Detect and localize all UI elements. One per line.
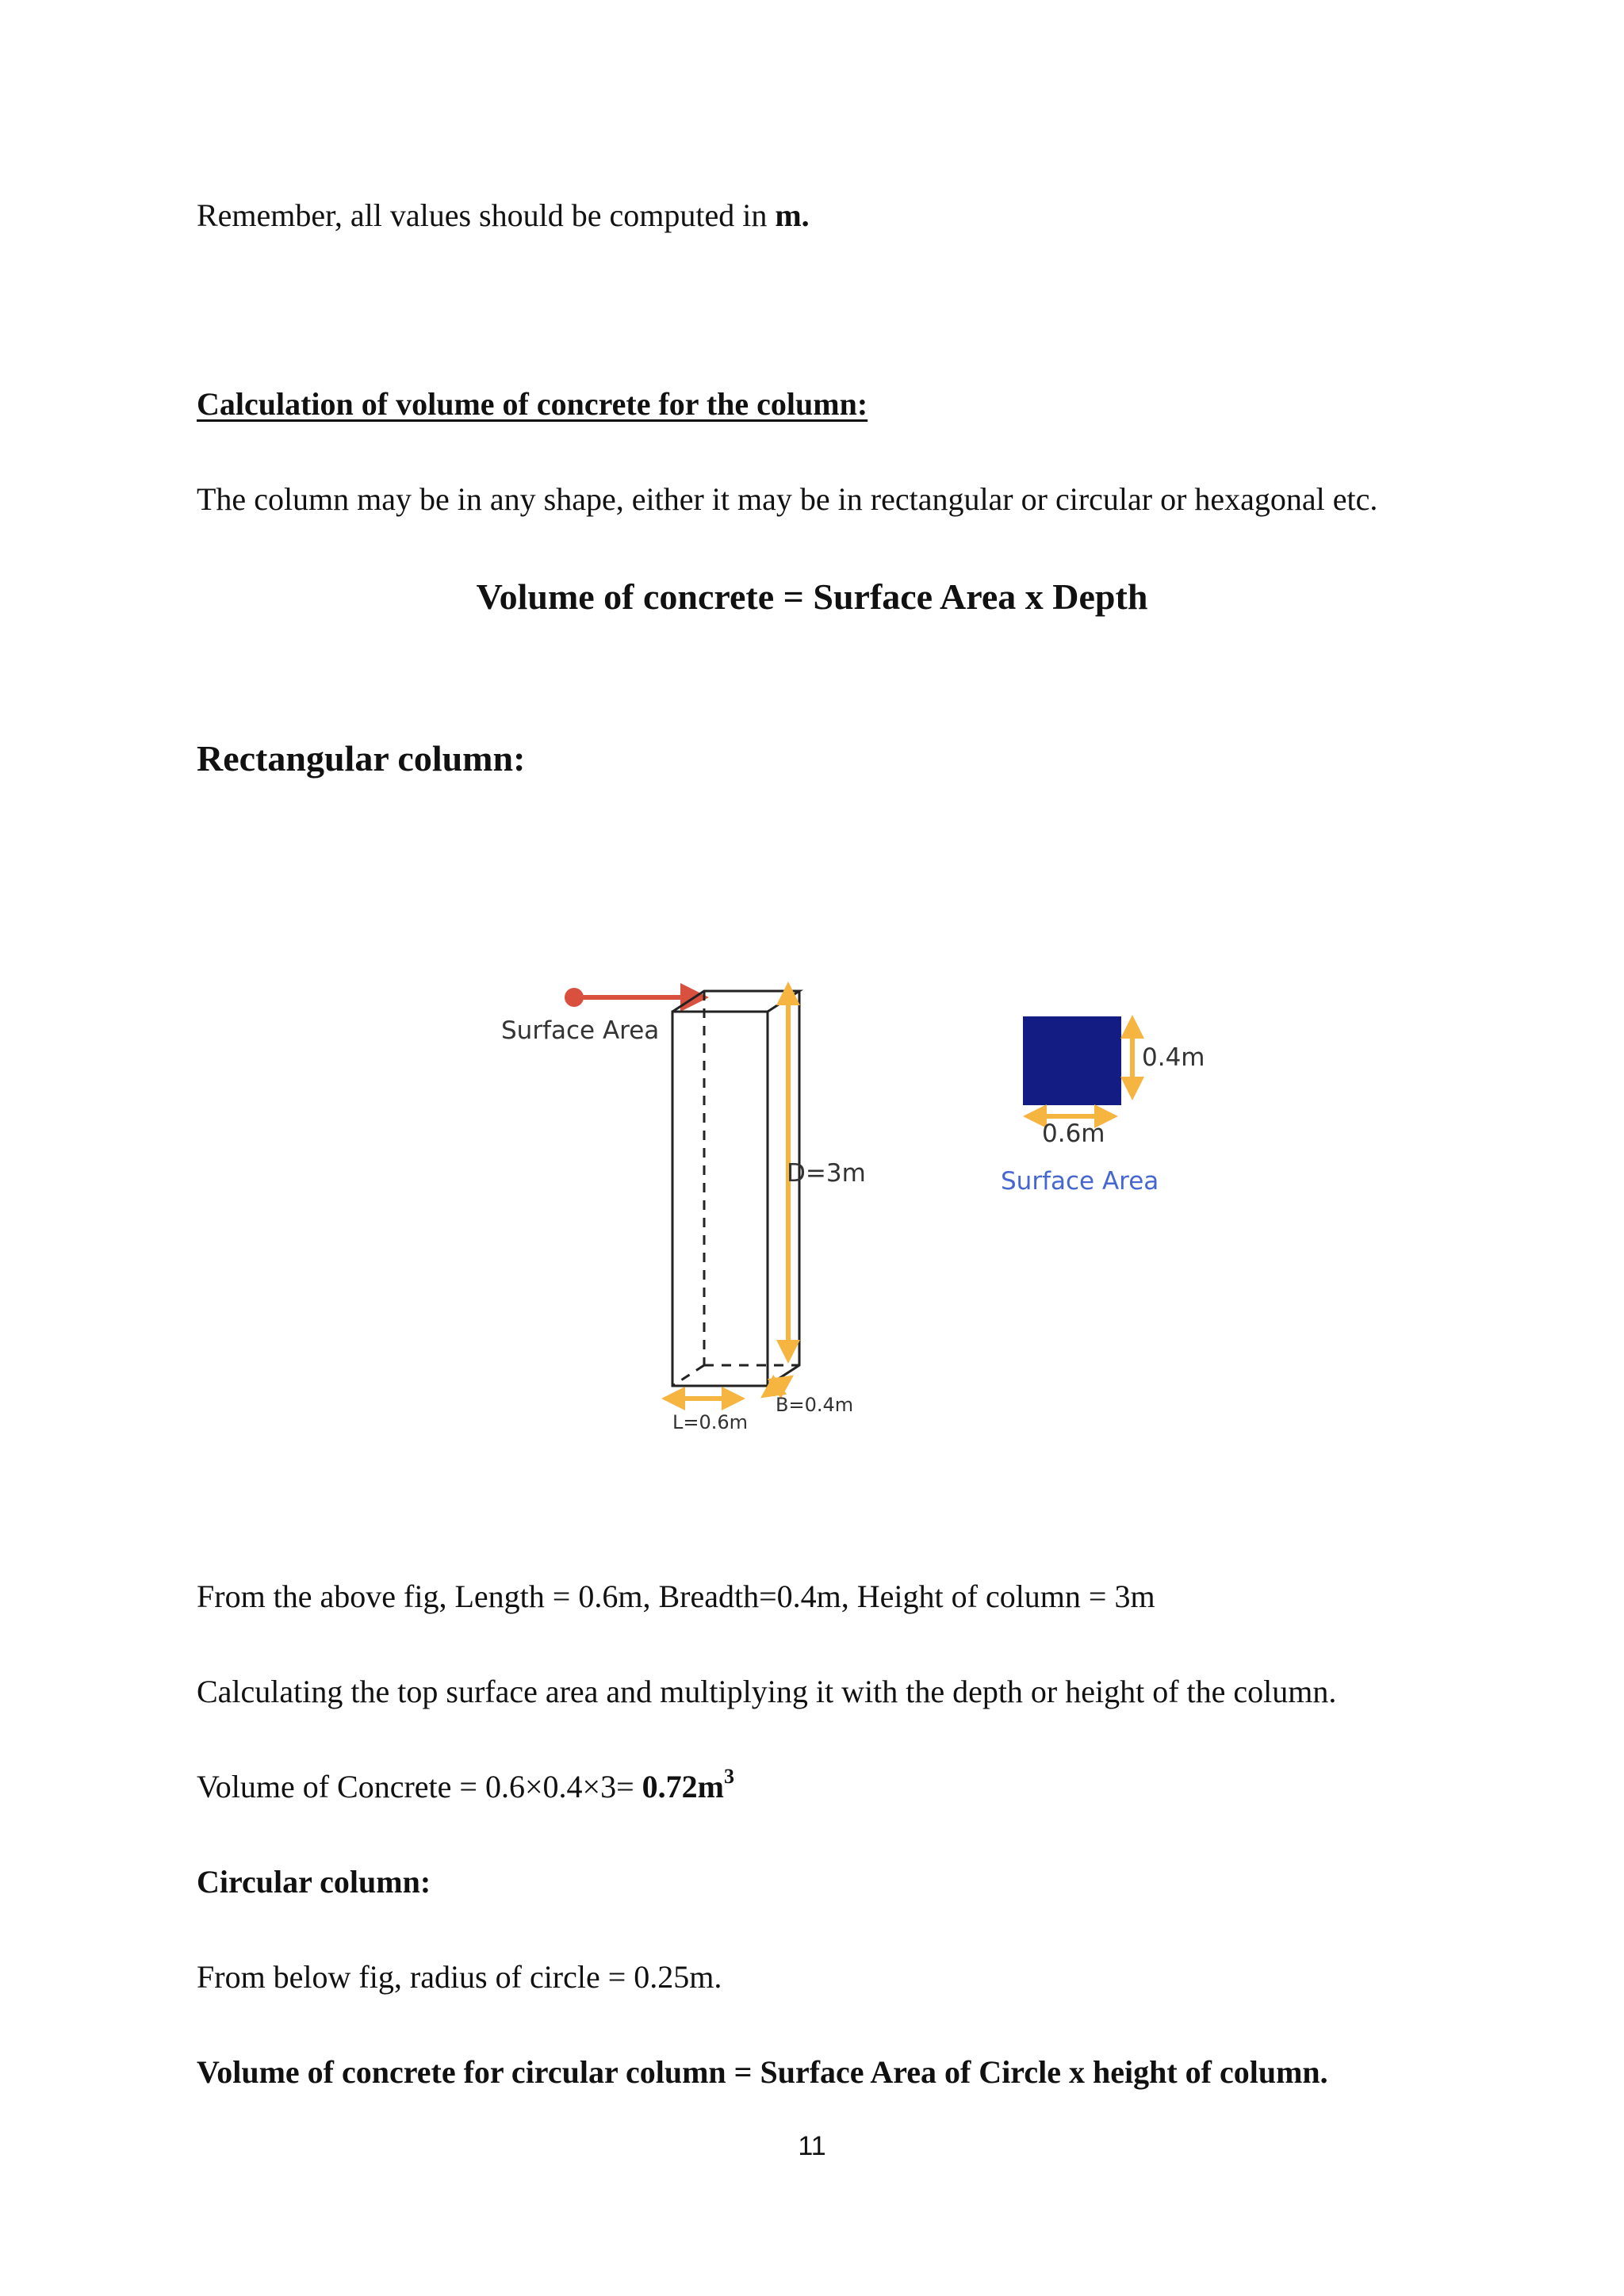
volume-formula: Volume of concrete = Surface Area x Depth	[476, 576, 1148, 617]
calculation-method: Calculating the top surface area and multiplying it with the depth or height of the column.	[197, 1674, 1337, 1709]
circular-column-heading: Circular column:	[197, 1864, 431, 1900]
given-dimensions: From the above fig, Length = 0.6m, Breadth=0.4m, Height of column = 3m	[197, 1578, 1155, 1614]
column-calculation-heading: Calculation of volume of concrete for the column:	[197, 386, 868, 422]
depth-label: D=3m	[787, 1159, 866, 1188]
surface-area-square	[1023, 1016, 1121, 1105]
intro-text: Remember, all values should be computed in	[197, 197, 776, 233]
page-number: 11	[798, 2131, 826, 2161]
breadth-label: B=0.4m	[776, 1394, 854, 1416]
volume-value: 0.72m	[642, 1769, 724, 1804]
column-shape-description: The column may be in any shape, either it may be in rectangular or circular or hexagonal etc.	[197, 481, 1378, 517]
volume-result-value	[642, 1764, 734, 1804]
square-caption: Surface Area	[1001, 1167, 1159, 1196]
volume-result-line	[197, 1764, 734, 1806]
surface-area-label: Surface Area	[501, 1016, 660, 1045]
volume-result-expression: Volume of Concrete = 0.6×0.4×3=	[197, 1769, 642, 1804]
circular-formula: Volume of concrete for circular column = Surface Area of Circle x height of column.	[197, 2054, 1328, 2090]
intro-unit-emphasis: m.	[775, 197, 810, 233]
square-side-label: 0.4m	[1142, 1043, 1205, 1072]
length-label: L=0.6m	[672, 1411, 749, 1433]
square-bottom-label: 0.6m	[1042, 1119, 1105, 1148]
column-prism	[672, 991, 799, 1386]
volume-exponent: 3	[723, 1764, 734, 1788]
rectangular-column-heading: Rectangular column:	[197, 738, 526, 779]
circular-given: From below fig, radius of circle = 0.25m.	[197, 1959, 722, 1995]
